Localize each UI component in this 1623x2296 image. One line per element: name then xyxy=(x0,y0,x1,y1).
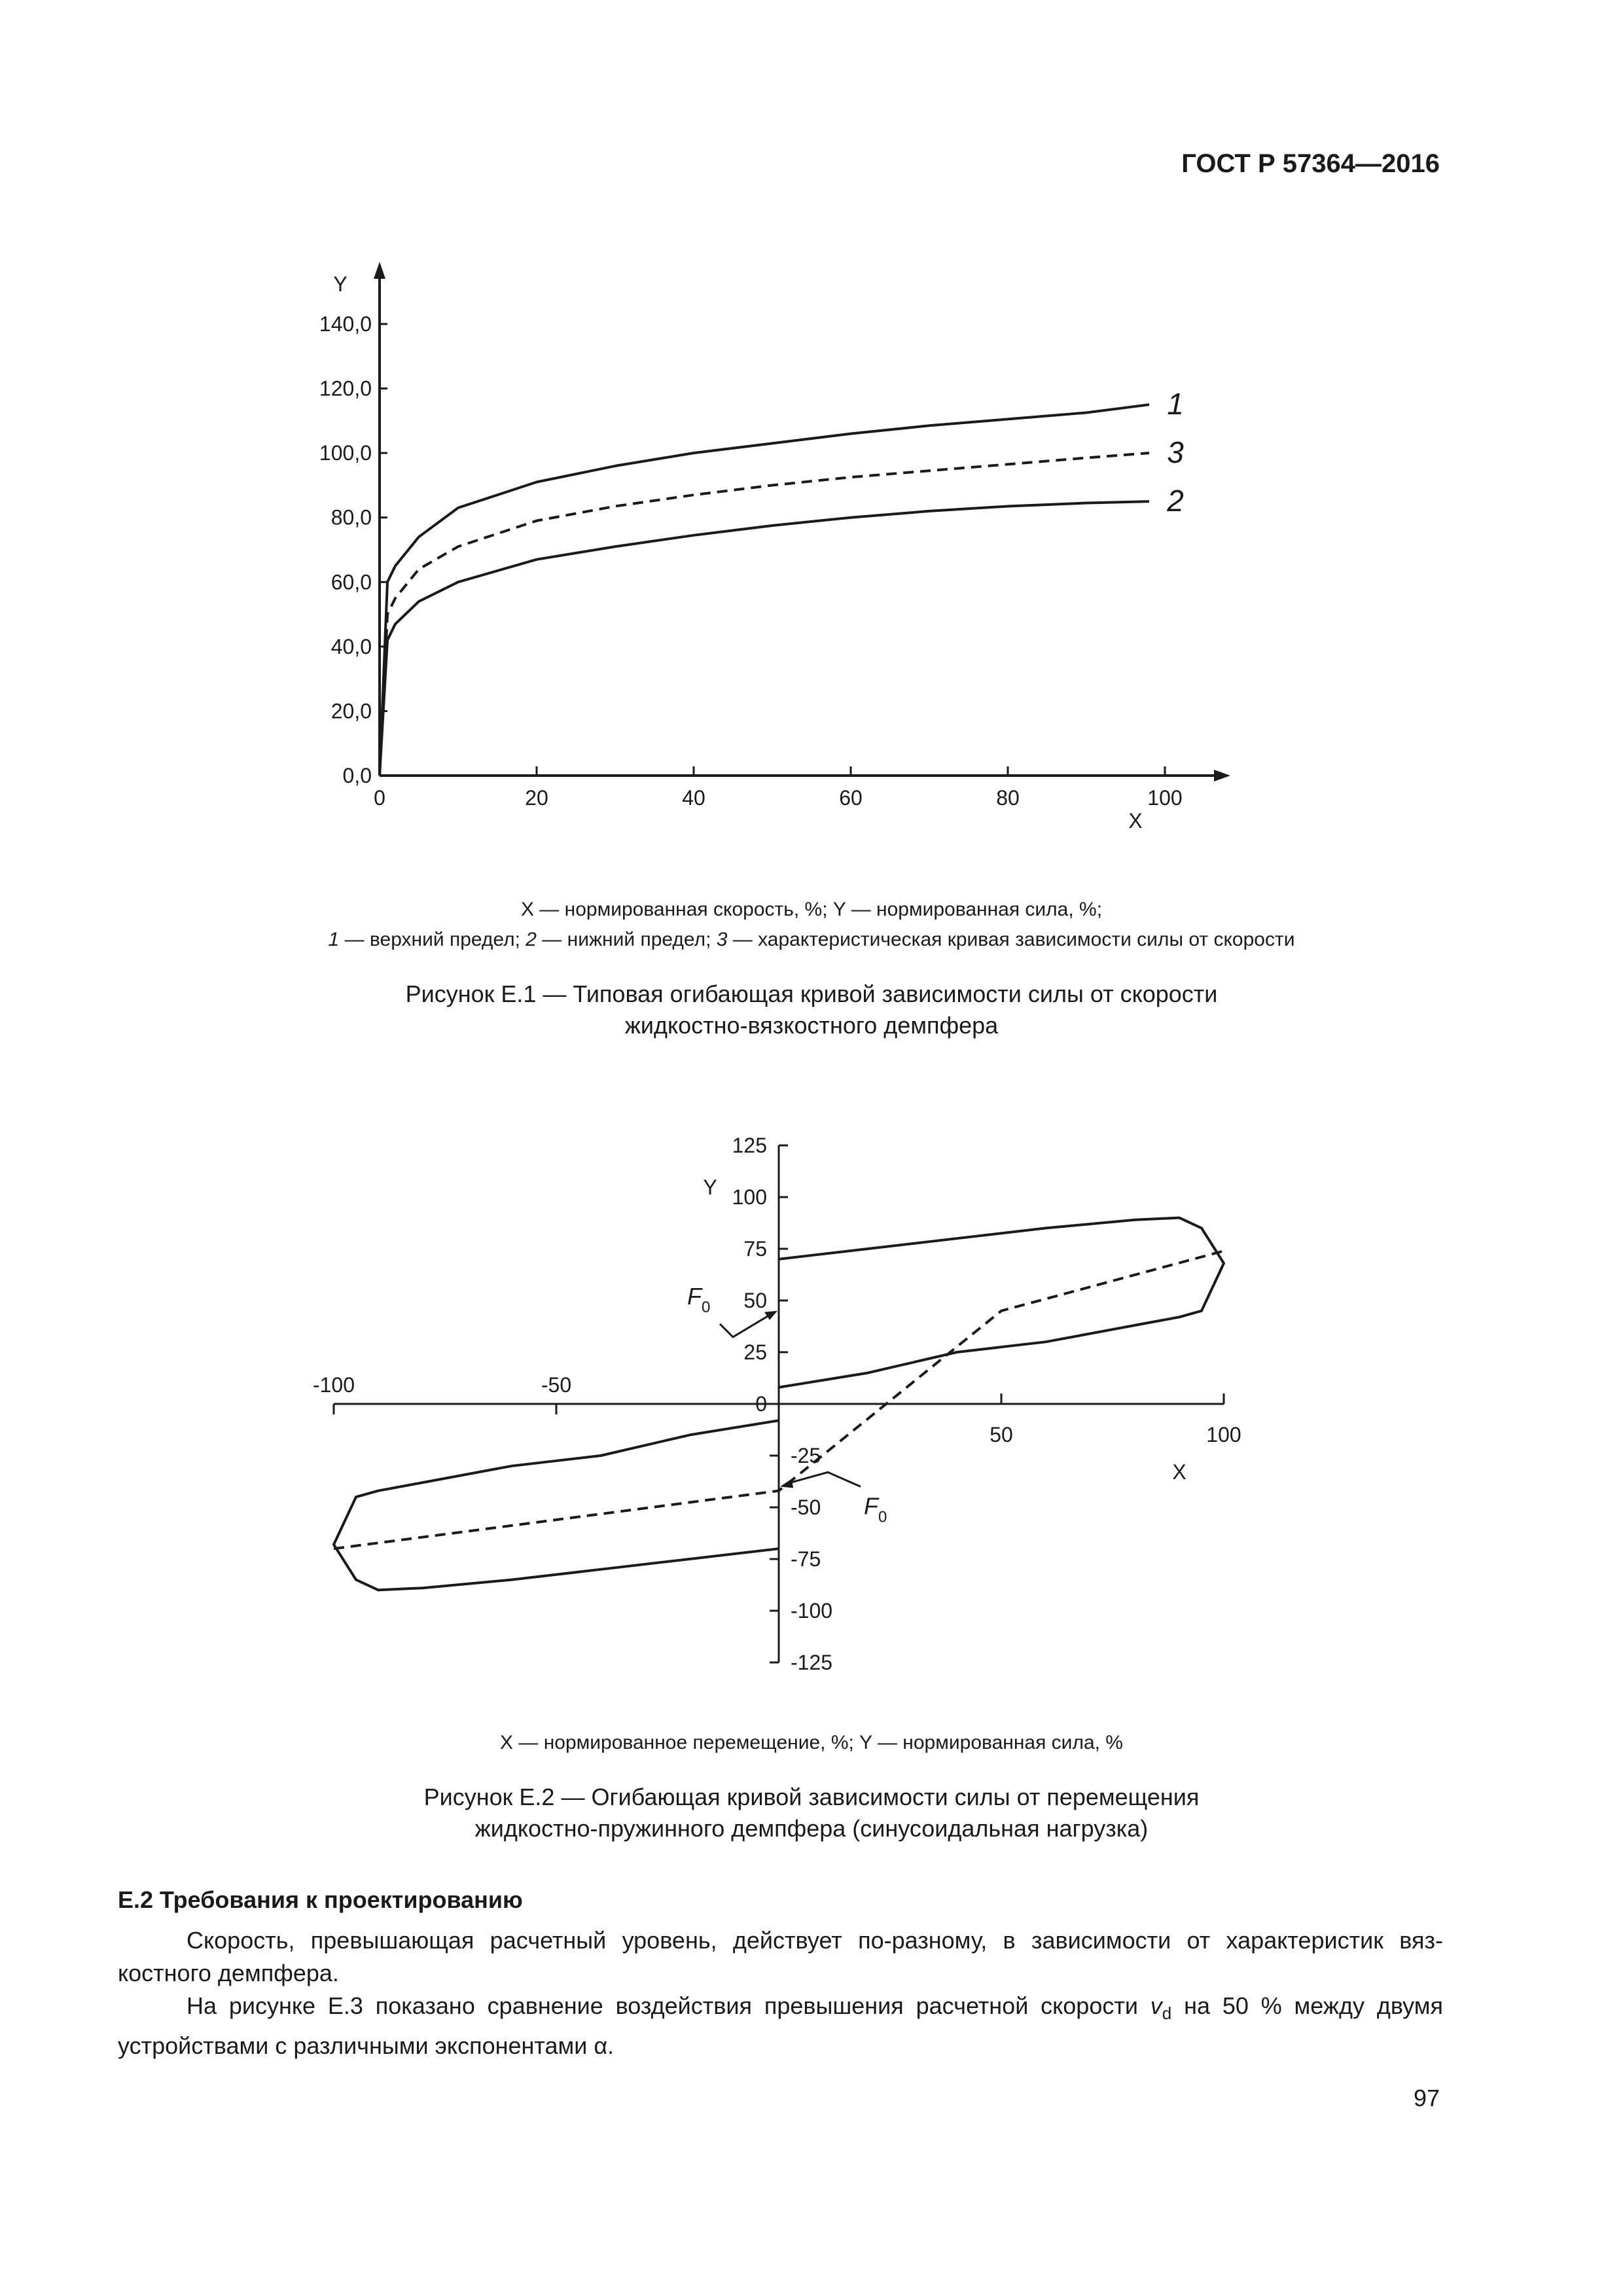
paragraph-1 xyxy=(118,1924,1443,1990)
figure1-caption-line2: жидкостно-вязкостного демпфера xyxy=(624,1012,999,1039)
figure1-legend-segment: 3 xyxy=(716,929,728,950)
f0-upper-arrowhead xyxy=(764,1311,777,1320)
series-3-line xyxy=(334,1420,779,1590)
section-title: Е.2 Требования к проектированию xyxy=(118,1886,523,1913)
figure1-legend-segment: 1 xyxy=(328,929,340,950)
series-2-line xyxy=(380,501,1149,776)
y-tick-label: 125 xyxy=(732,1134,767,1157)
y-tick-label: 0,0 xyxy=(342,764,372,787)
figure1-legend-segment: 2 xyxy=(526,929,537,950)
y-tick-label: 25 xyxy=(743,1340,767,1364)
x-axis-label: X xyxy=(1172,1460,1186,1484)
y-axis-label: Y xyxy=(703,1175,717,1200)
figure1-legend-segment: — нижний предел; xyxy=(536,929,717,950)
paragraph-2 xyxy=(118,1990,1443,2062)
figure2-caption-line2: жидкостно-пружинного демпфера (синусоидальная нагрузка) xyxy=(474,1815,1149,1842)
y-tick-label: -125 xyxy=(791,1651,833,1674)
series-1-line xyxy=(380,404,1149,776)
figure1-legend-line1: X — нормированная скорость, %; Y — нормированная сила, %; xyxy=(520,899,1103,920)
document-header: ГОСТ Р 57364—2016 xyxy=(1181,149,1440,178)
y-tick-label: 140,0 xyxy=(319,312,372,336)
y-tick-label: 75 xyxy=(743,1237,767,1261)
paragraph-1-line1: Скорость, превышающая расчетный уровень, действует по-разному, в зависимости от характеристик вяз- xyxy=(187,1927,1443,1954)
series-2-label: 2 xyxy=(1167,484,1184,518)
figure2-chart xyxy=(288,1119,1283,1695)
y-tick-label: 100 xyxy=(732,1185,767,1209)
page-number: 97 xyxy=(1413,2085,1440,2111)
figure1-axes xyxy=(330,262,1230,833)
figure1-legend xyxy=(131,895,1492,955)
figure1-legend-segment: — верхний предел; xyxy=(339,929,526,950)
f0-upper-leader xyxy=(720,1314,772,1337)
x-tick-label: 100 xyxy=(1147,786,1183,810)
figure1-caption-line1: Рисунок Е.1 — Типовая огибающая кривой зависимости силы от скорости xyxy=(405,980,1218,1007)
f0-lower-leader xyxy=(785,1472,861,1486)
paragraph-1-line2: костного демпфера. xyxy=(118,1960,339,1986)
f0-lower-label: F xyxy=(864,1492,878,1520)
x-tick-label: 20 xyxy=(525,786,548,810)
x-tick-label: 60 xyxy=(839,786,863,810)
x-tick-label: 40 xyxy=(682,786,705,810)
figure1-ticks xyxy=(319,312,1183,810)
x-axis-label: X xyxy=(1128,809,1143,833)
x-tick-label: 100 xyxy=(1206,1423,1241,1446)
figure1-legend-segment: — характеристическая кривая зависимости силы от скорости xyxy=(727,929,1295,950)
y-tick-label: -25 xyxy=(791,1444,821,1467)
paragraph-2-line2: устройствами с различными экспонентами α. xyxy=(118,2032,615,2060)
x-tick-label: -100 xyxy=(312,1373,355,1397)
y-axis-arrow xyxy=(374,262,385,279)
f0-lower-arrowhead xyxy=(780,1479,793,1488)
x-tick-label: 50 xyxy=(990,1423,1013,1446)
x-tick-label: 80 xyxy=(996,786,1020,810)
y-tick-label: -75 xyxy=(791,1547,821,1571)
figure2-caption-line1: Рисунок Е.2 — Огибающая кривой зависимости силы от перемещения xyxy=(423,1784,1200,1810)
y-tick-label: -100 xyxy=(791,1599,833,1623)
paragraph-2-part1: На рисунке Е.3 показано сравнение воздействия превышения расчетной скорости xyxy=(187,1992,1150,2019)
y-tick-label: -50 xyxy=(791,1496,821,1519)
y-axis-label: Y xyxy=(333,272,348,296)
x-axis-arrow xyxy=(1214,770,1230,781)
figure1-series xyxy=(380,404,1149,776)
series-1-label: 1 xyxy=(1167,387,1184,422)
y-tick-label: 50 xyxy=(743,1289,767,1312)
series-1-line xyxy=(779,1218,1224,1388)
y-tick-label: 0 xyxy=(755,1392,767,1416)
velocity-subscript: d xyxy=(1162,2003,1172,2024)
y-tick-label: 80,0 xyxy=(330,505,372,529)
x-tick-label: -50 xyxy=(541,1373,572,1397)
y-tick-label: 40,0 xyxy=(330,634,372,658)
figure1-chart xyxy=(314,255,1270,864)
figure1-series-labels xyxy=(1166,387,1184,518)
x-tick-label: 0 xyxy=(374,786,385,810)
f0-lower-subscript: 0 xyxy=(878,1508,887,1526)
velocity-symbol: v xyxy=(1150,1992,1162,2019)
f0-upper-label: F xyxy=(687,1282,702,1310)
f0-upper-subscript: 0 xyxy=(702,1298,711,1316)
y-tick-label: 120,0 xyxy=(319,376,372,401)
figure1-legend-line2 xyxy=(131,925,1492,955)
figure2-caption xyxy=(131,1782,1492,1844)
y-tick-label: 20,0 xyxy=(330,699,372,723)
y-tick-label: 100,0 xyxy=(319,441,372,465)
series-3-line xyxy=(380,453,1149,776)
paragraph-2-part2: на 50 % между двумя xyxy=(1171,1992,1443,2019)
y-tick-label: 60,0 xyxy=(330,570,372,594)
series-3-label: 3 xyxy=(1167,435,1184,470)
figure2-legend: X — нормированное перемещение, %; Y — нормированная сила, % xyxy=(500,1732,1123,1753)
figure1-caption xyxy=(131,978,1492,1041)
